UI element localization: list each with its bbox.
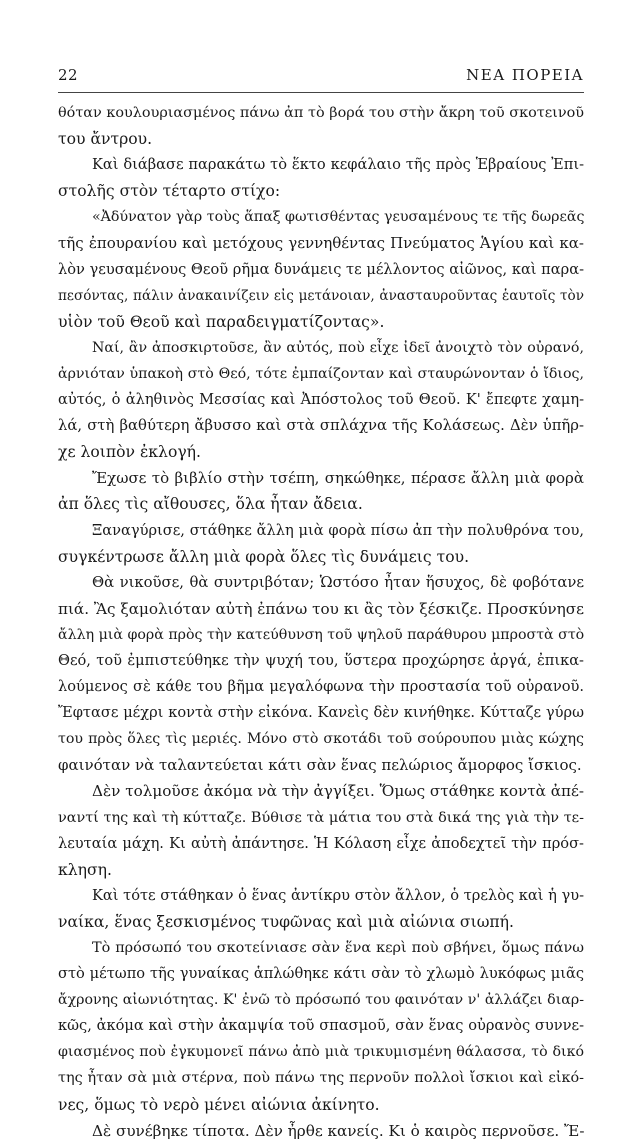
text-line: του ἄντρου.	[58, 130, 153, 149]
text-line: λά, στὴ βαθύτερη ἄβυσσο καὶ στὰ σπλάχνα τῆς Κολάσεως. Δὲν ὑπῆρ-	[58, 417, 584, 435]
text-line: ἄλλη μιὰ φορὰ πρὸς τὴν κατεύθυνση τοῦ ψηλοῦ παράθυρου μπροστὰ στὸ	[58, 626, 584, 643]
page-number: 22	[58, 66, 79, 84]
text-line: Ξαναγύρισε, στάθηκε ἄλλη μιὰ φορὰ πίσω ἀπ τὴν πολυθρόνα του,	[92, 521, 584, 539]
text-line: Δὲ συνέβηκε τίποτα. Δὲν ἦρθε κανείς. Κι ὁ καιρὸς περνοῦσε. Ἔ-	[92, 1121, 584, 1140]
text-line: συγκέντρωσε ἄλλη μιὰ φορὰ ὅλες τὶς δυνάμεις του.	[58, 547, 470, 566]
text-line: τῆς ἐπουρανίου καὶ μετόχους γεννηθέντας Πνεύματος Ἁγίου καὶ κα-	[58, 234, 584, 253]
text-line: λευταία μάχη. Κι αὐτὴ ἀπάντησε. Ἡ Κόλαση εἶχε ἀποδεχτεῖ τὴν πρόσ-	[58, 834, 584, 852]
text-line: Ἔφτασε μέχρι κοντὰ στὴν εἰκόνα. Κανεὶς δὲν κινήθηκε. Κύτταζε γύρω	[58, 704, 584, 722]
text-line: στολῆς στὸν τέταρτο στίχο:	[58, 182, 281, 201]
text-line: θόταν κουλουριασμένος πάνω ἀπ τὸ βορά του στὴν ἄκρη τοῦ σκοτεινοῦ	[58, 105, 584, 121]
text-line: φαινόταν νὰ ταλαντεύεται κάτι σὰν ἕνας πελώριος ἄμορφος ἴσκιος.	[58, 756, 582, 775]
text-line: πιά. Ἂς ξαμολιόταν αὐτὴ ἐπάνω του κι ἂς τὸν ξέσκιζε. Προσκύνησε	[58, 599, 584, 618]
running-title: ΝΕΑ ΠΟΡΕΙΑ	[466, 66, 584, 84]
text-line: Δὲν τολμοῦσε ἀκόμα νὰ τὴν ἀγγίξει. Ὅμως στάθηκε κοντὰ ἀπέ-	[92, 782, 584, 801]
text-line: χε λοιπὸν ἐκλογή.	[58, 443, 201, 462]
text-line: πεσόντας, πάλιν ἀνακαινίζειν εἰς μετάνοιαν, ἀνασταυροῦντας ἑαυτοῖς τὸν	[58, 287, 584, 304]
text-line: Ἔχωσε τὸ βιβλίο στὴν τσέπη, σηκώθηκε, πέρασε ἄλλη μιὰ φορὰ	[92, 469, 584, 488]
text-line: ἀπ ὅλες τὶς αἴθουσες, ὅλα ἦταν ἄδεια.	[58, 495, 363, 514]
text-line: νες, ὅμως τὸ νερὸ μένει αἰώνια ἀκίνητο.	[58, 1095, 380, 1114]
text-line: στὸ μέτωπο τῆς γυναίκας ἁπλώθηκε κάτι σὰν τὸ χλωμὸ λυκόφως μιᾶς	[58, 965, 584, 983]
text-line: Ναί, ἂν ἀποσκιρτοῦσε, ἂν αὐτός, ποὺ εἶχε ἰδεῖ ἀνοιχτὸ τὸν οὐρανό,	[92, 339, 584, 356]
text-line: φιασμένος ποὺ ἐγκυμονεῖ πάνω ἀπὸ μιὰ τρικυμισμένη θάλασσα, τὸ δικό	[58, 1044, 584, 1061]
text-line: λὸν γευσαμένους Θεοῦ ρῆμα δυνάμεις τε μέλλοντος αἰῶνος, καὶ παρα-	[58, 260, 584, 278]
text-line: της ἦταν σὰ μιὰ στέρνα, ποὺ πάνω της περνοῦν πολλοὶ ἴσκιοι καὶ εἰκό-	[58, 1070, 584, 1087]
text-line: ἄχρονης αἰωνιότητας. Κ' ἐνῶ τὸ πρόσωπό του φαινόταν ν' ἀλλάζει διαρ-	[58, 992, 584, 1009]
text-line: Θεό, τοῦ ἐμπιστεύθηκε τὴν ψυχή του, ὕστερα προχώρησε ἀργά, ἐπικα-	[58, 651, 584, 669]
text-line: υἱὸν τοῦ Θεοῦ καὶ παραδειγματίζοντας».	[58, 312, 385, 331]
text-line: κληση.	[58, 860, 112, 879]
text-line: «Ἀδύνατον γὰρ τοὺς ἅπαξ φωτισθέντας γευσαμένους τε τῆς δωρεᾶς	[92, 209, 584, 226]
text-line: του πρὸς ὅλες τὶς μεριές. Μόνο στὸ σκοτάδι τοῦ σούρουπου μιὰς κώχης	[58, 731, 584, 748]
text-line: Καὶ τότε στάθηκαν ὁ ἕνας ἀντίκρυ στὸν ἄλλον, ὁ τρελὸς καὶ ἡ γυ-	[92, 886, 584, 904]
body-text	[58, 100, 584, 1144]
text-line: Τὸ πρόσωπό του σκοτείνιασε σὰν ἕνα κερὶ ποὺ σβήνει, ὅμως πάνω	[92, 940, 584, 956]
text-line: κῶς, ἀκόμα καὶ στὴν ἀκαμψία τοῦ σπασμοῦ, σὰν ἕνας οὐρανὸς συννε-	[58, 1017, 584, 1035]
header-rule	[58, 92, 584, 93]
text-line: ναντί της καὶ τὴ κύτταζε. Βύθισε τὰ μάτια του στὰ δικά της γιὰ τὴν τε-	[58, 809, 584, 826]
text-line: αὐτός, ὁ ἀληθινὸς Μεσσίας καὶ Ἀπόστολος τοῦ Θεοῦ. Κ' ἔπεφτε χαμη-	[58, 391, 584, 409]
text-line: ναίκα, ἕνας ξεσκισμένος τυφῶνας καὶ μιὰ αἰώνια σιωπή.	[58, 912, 514, 931]
text-line: Θὰ νικοῦσε, θὰ συντριβόταν; Ὡστόσο ἦταν ἥσυχος, δὲ φοβότανε	[92, 573, 584, 591]
text-line: Καὶ διάβασε παρακάτω τὸ ἕκτο κεφάλαιο τῆς πρὸς Ἑβραίους Ἐπι-	[92, 156, 584, 174]
text-line: ἀρνιόταν ὑπακοὴ στὸ Θεό, τότε ἐμπαίζονταν καὶ σταυρώνονταν ὁ ἴδιος,	[58, 365, 584, 382]
page-header	[58, 66, 584, 84]
text-line: λούμενος σὲ κάθε του βῆμα μεγαλόφωνα τὴν προστασία τοῦ οὐρανοῦ.	[58, 678, 584, 696]
